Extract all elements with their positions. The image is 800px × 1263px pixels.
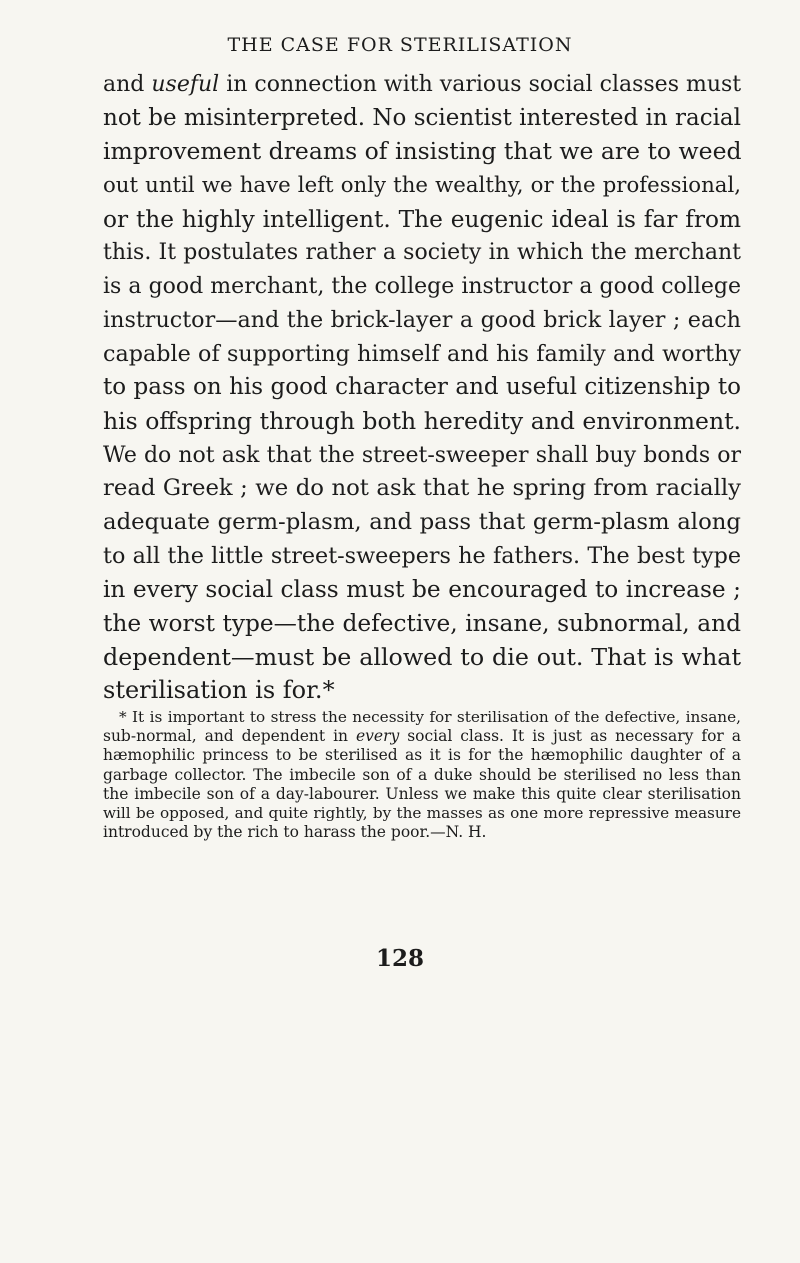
text-line: this. It postulates rather a society in which the merchant (103, 240, 741, 266)
text-line: is a good merchant, the college instructor a good college (103, 274, 741, 300)
text-line: in every social class must be encouraged to increase ; (103, 576, 741, 604)
text-line (103, 68, 741, 102)
text-line: dependent—must be allowed to die out. That is what (103, 642, 741, 671)
text-line: not be misinterpreted. No scientist interested in racial (103, 104, 741, 131)
text-line: or the highly intelligent. The eugenic ideal is far from (103, 205, 741, 233)
footnote-line: will be opposed, and quite rightly, by the masses as one more repressive measure (103, 803, 741, 822)
footnote-line: garbage collector. The imbecile son of a duke should be sterilised no less than (103, 765, 741, 784)
footnote (103, 708, 741, 842)
text-line: to pass on his good character and useful citizenship to (103, 374, 741, 401)
text-line: capable of supporting himself and his family and worthy (103, 340, 741, 367)
text-line: adequate germ-plasm, and pass that germ-plasm along (103, 508, 741, 535)
footnote-line: hæmophilic princess to be sterilised as it is for the hæmophilic daughter of a (103, 746, 741, 765)
text-line: the worst type—the defective, insane, subnormal, and (103, 610, 741, 637)
footnote-line (103, 727, 741, 746)
text-line: improvement dreams of insisting that we are to weed (103, 137, 742, 166)
text-line: to all the little street-sweepers he fathers. The best type (103, 542, 741, 569)
text-line: read Greek ; we do not ask that he spring from racially (103, 475, 741, 502)
text-line: instructor—and the brick-layer a good brick layer ; each (103, 306, 741, 333)
text-line: his offspring through both heredity and environment. (103, 406, 741, 435)
text-fragment: social class. It is just as necessary for a (399, 727, 742, 746)
emphasized-word: useful (151, 72, 220, 97)
page-number: 128 (375, 945, 424, 972)
text-line: sterilisation is for.* (103, 676, 335, 705)
text-fragment: sub-normal, and dependent in (103, 727, 356, 746)
text-line: out until we have left only the wealthy, or the professional, (103, 173, 741, 199)
footnote-line: the imbecile son of a day-labourer. Unless we make this quite clear sterilisation (103, 784, 741, 803)
text-fragment: in connection with various social classes must (219, 72, 742, 97)
text-line: We do not ask that the street-sweeper shall buy bonds or (103, 442, 741, 468)
running-header: THE CASE FOR STERILISATION (227, 34, 573, 56)
text-fragment: and (103, 72, 152, 97)
footnote-line: * It is important to stress the necessity for sterilisation of the defective, insane, (119, 708, 741, 726)
main-text (103, 68, 741, 708)
footnote-line: introduced by the rich to harass the poor.—N. H. (103, 823, 487, 842)
emphasized-word: every (355, 727, 400, 746)
